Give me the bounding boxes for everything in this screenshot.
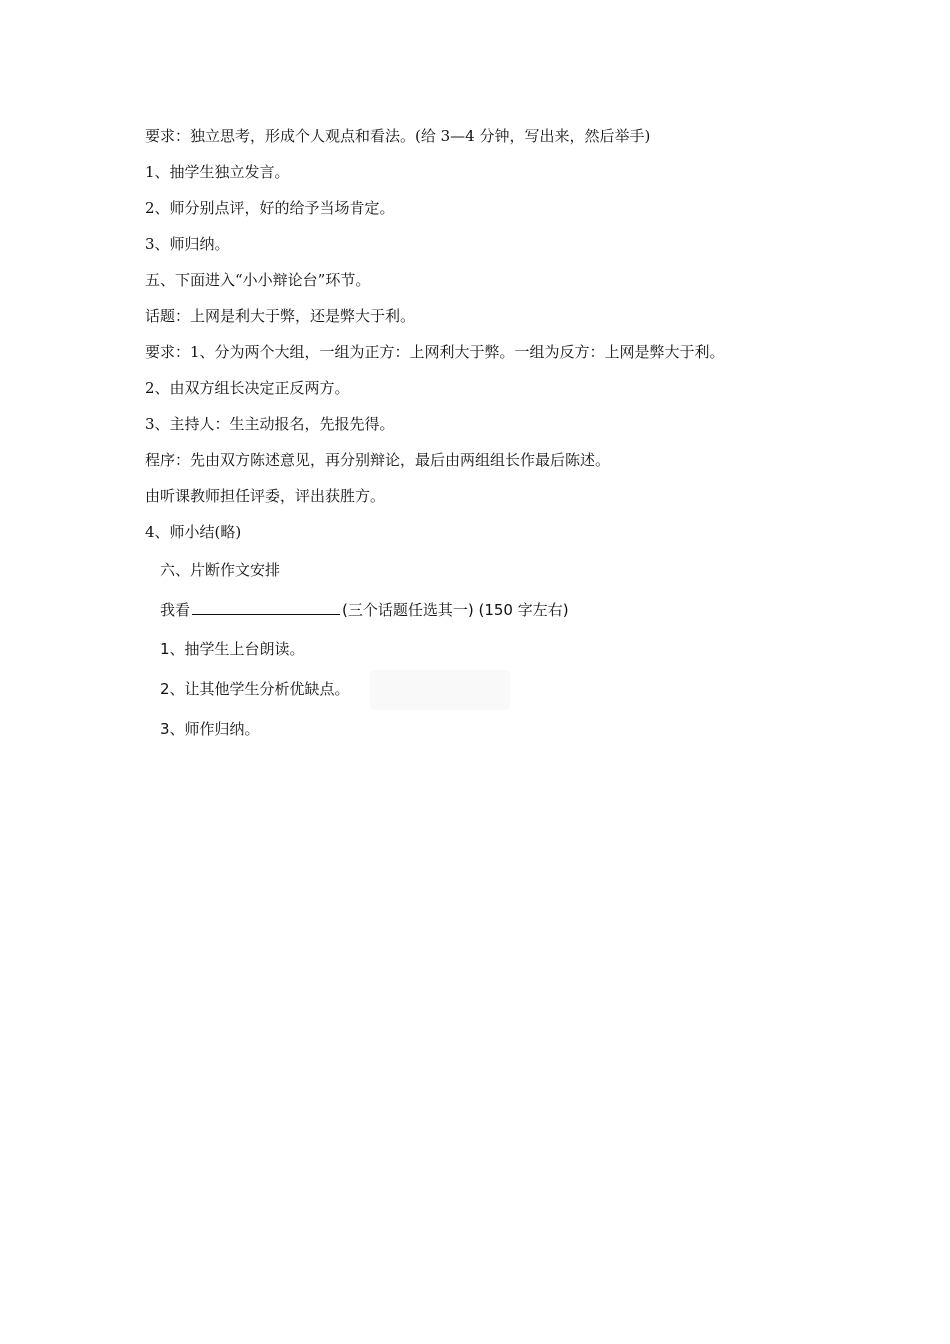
prompt-suffix: (三个话题任选其一) (150 字左右) xyxy=(342,601,569,619)
debate-requirement-line: 要求：1、分为两个大组，一组为正方：上网利大于弊。一组为反方：上网是弊大于利。 xyxy=(145,343,725,361)
step-2-line: 2、师分别点评，好的给予当场肯定。 xyxy=(145,199,395,217)
procedure-line: 程序：先由双方陈述意见，再分别辩论，最后由两组组长作最后陈述。 xyxy=(145,451,611,469)
judges-line: 由听课教师担任评委，评出获胜方。 xyxy=(145,487,386,505)
summary-line: 4、师小结(略) xyxy=(145,523,242,541)
topic-line: 话题：上网是利大于弊，还是弊大于利。 xyxy=(145,307,416,325)
fill-in-blank xyxy=(192,599,340,615)
debate-step-3-line: 3、主持人：生主动报名，先报先得。 xyxy=(145,415,395,433)
step-3-line: 3、师归纳。 xyxy=(145,235,230,253)
section-6-heading: 六、片断作文安排 xyxy=(160,561,281,579)
faint-watermark xyxy=(370,670,510,710)
debate-step-2-line: 2、由双方组长决定正反两方。 xyxy=(145,379,350,397)
step-1-line: 1、抽学生独立发言。 xyxy=(145,163,290,181)
writing-step-3: 3、师作归纳。 xyxy=(160,720,260,738)
writing-step-2: 2、让其他学生分析优缺点。 xyxy=(160,680,350,698)
requirement-line: 要求：独立思考，形成个人观点和看法。(给 3—4 分钟，写出来，然后举手) xyxy=(145,127,651,145)
section-5-heading: 五、下面进入“小小辩论台”环节。 xyxy=(145,271,371,289)
writing-step-1: 1、抽学生上台朗读。 xyxy=(160,640,305,658)
writing-prompt xyxy=(160,599,569,620)
prompt-prefix: 我看 xyxy=(160,601,191,619)
